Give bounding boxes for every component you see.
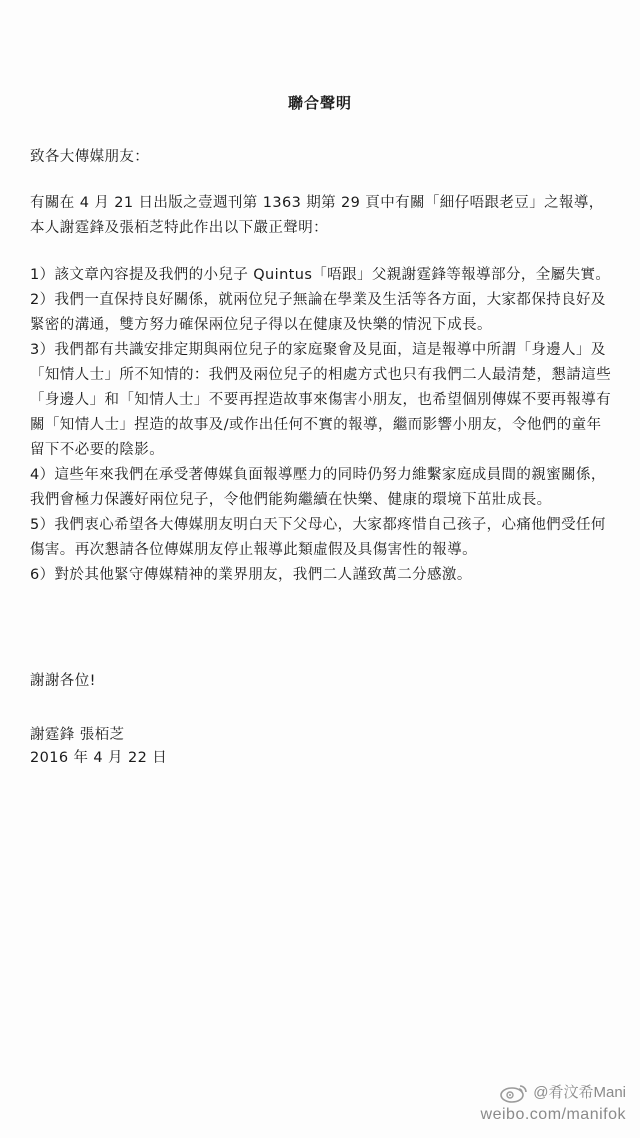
signatories: 謝霆鋒 張栢芝 xyxy=(30,727,125,743)
statement-item-2: 2）我們一直保持良好關係，就兩位兒子無論在學業及生活等各方面，大家都保持良好及緊密的溝通，雙方努力確保兩位兒子得以在健康及快樂的情況下成長。 xyxy=(30,292,606,333)
statement-item-4: 4）這些年來我們在承受著傳媒負面報導壓力的同時仍努力維繫家庭成員間的親蜜關係，我們會極力保護好兩位兒子，令他們能夠繼續在快樂、健康的環境下茁壯成長。 xyxy=(30,467,606,508)
statement-date: 2016 年 4 月 22 日 xyxy=(30,750,168,766)
statement-item-5: 5）我們衷心希望各大傳媒朋友明白天下父母心，大家都疼惜自己孩子，心痛他們受任何傷害。再次懇請各位傳媒朋友停止報導此類虛假及具傷害性的報導。 xyxy=(30,517,606,558)
closing-thanks: 謝謝各位! xyxy=(30,673,96,689)
statement-item-3: 3）我們都有共識安排定期與兩位兒子的家庭聚會及見面，這是報導中所謂「身邊人」及「知情人士」所不知情的：我們及兩位兒子的相處方式也只有我們二人最清楚，懇請這些「身邊人」和「知情人士」不要再捏造故事來傷害小朋友，也希望個別傳媒不要再報導有關「知情人士」捏造的故事及/或作出任何不實的報導，繼而影響小朋友，令他們的童年留下不必要的陰影。 xyxy=(30,342,612,458)
intro-paragraph: 有關在 4 月 21 日出版之壹週刊第 1363 期第 29 頁中有關「細仔唔跟老豆」之報導，本人謝霆鋒及張栢芝特此作出以下嚴正聲明： xyxy=(30,195,604,236)
weibo-handle: @肴汶希Mani xyxy=(533,1084,626,1101)
weibo-url: weibo.com/manifok xyxy=(480,1106,626,1123)
greeting-line: 致各大傳媒朋友： xyxy=(30,149,150,165)
statement-item-1: 1）該文章內容提及我們的小兒子 Quintus「唔跟」父親謝霆鋒等報導部分，全屬失實。 xyxy=(30,267,611,283)
statement-item-6: 6）對於其他緊守傳媒精神的業界朋友，我們二人謹致萬二分感激。 xyxy=(30,567,472,583)
document-title: 聯合聲明 xyxy=(287,94,352,112)
statement-list xyxy=(30,263,616,588)
weibo-icon xyxy=(499,1083,529,1103)
weibo-watermark xyxy=(386,1082,626,1126)
